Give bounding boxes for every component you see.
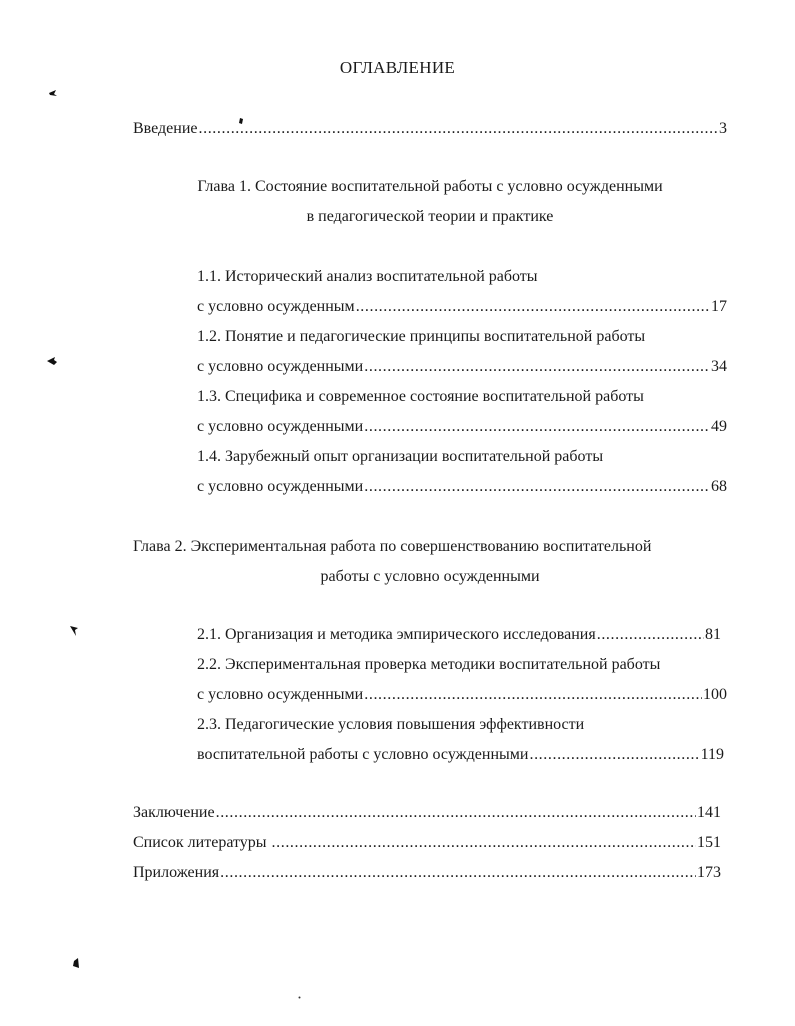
toc-entry-section-1-2[interactable]: [197, 356, 727, 378]
dot-leader: [272, 832, 696, 854]
toc-entry-section-2-2[interactable]: [197, 684, 727, 706]
chapter2-title-line2: работы с условно осужденными: [320, 568, 540, 585]
toc-entry-label: с условно осужденными: [197, 358, 364, 375]
scan-speck-icon: [46, 356, 58, 366]
toc-entry-label: Введение: [133, 120, 198, 137]
toc-entry-label: Список литературы: [133, 834, 271, 851]
toc-entry-section-1-1[interactable]: [197, 296, 727, 318]
toc-entry-page: 141: [697, 804, 721, 821]
dot-leader: [364, 684, 702, 706]
scan-speck-icon: [48, 88, 58, 98]
toc-entry-page: 68: [711, 478, 727, 495]
scan-speck-icon: [72, 958, 80, 969]
toc-entry-page: 81: [705, 626, 721, 643]
dot-leader: [356, 296, 710, 318]
section-2-2-title: 2.2. Экспериментальная проверка методики воспитательной работы: [197, 656, 661, 673]
toc-entry-label: Заключение: [133, 804, 215, 821]
toc-entry-page: 34: [711, 358, 727, 375]
chapter2-title-line1: Глава 2. Экспериментальная работа по совершенствованию воспитательной: [133, 538, 652, 555]
section-1-4-title: 1.4. Зарубежный опыт организации воспитательной работы: [197, 448, 604, 465]
dot-leader: [199, 118, 719, 140]
section-1-3-title: 1.3. Специфика и современное состояние воспитательной работы: [197, 388, 644, 405]
toc-entry-label: с условно осужденными: [197, 418, 364, 435]
toc-entry-label: с условно осужденными: [197, 686, 364, 703]
toc-entry-section-1-3[interactable]: [197, 416, 727, 438]
toc-entry-label: воспитательной работы с условно осужденными: [197, 746, 529, 763]
toc-entry-conclusion[interactable]: [133, 802, 721, 824]
toc-entry-page: 151: [697, 834, 721, 851]
section-1-1-title: 1.1. Исторический анализ воспитательной работы: [197, 268, 538, 285]
dot-leader: [597, 624, 704, 646]
chapter1-title-line2: в педагогической теории и практике: [306, 208, 554, 225]
toc-title: ОГЛАВЛЕНИЕ: [339, 58, 456, 77]
toc-entry-section-1-4[interactable]: [197, 476, 727, 498]
toc-entry-label: с условно осужденным: [197, 298, 355, 315]
section-2-3-title: 2.3. Педагогические условия повышения эффективности: [197, 716, 585, 733]
scan-speck-icon: [298, 996, 301, 999]
toc-entry-appendices[interactable]: [133, 862, 721, 884]
section-1-2-title: 1.2. Понятие и педагогические принципы воспитательной работы: [197, 328, 646, 345]
toc-entry-page: 3: [719, 120, 727, 137]
toc-entry-page: 17: [711, 298, 727, 315]
toc-entry-label: с условно осужденными: [197, 478, 364, 495]
scan-speck-icon: [238, 118, 244, 126]
toc-entry-label: Приложения: [133, 864, 220, 881]
toc-entry-page: 119: [700, 746, 724, 763]
toc-entry-section-2-1[interactable]: [197, 624, 721, 646]
dot-leader: [364, 416, 710, 438]
dot-leader: [216, 802, 696, 824]
toc-entry-page: 173: [697, 864, 721, 881]
chapter1-title-line1: Глава 1. Состояние воспитательной работы с условно осужденными: [197, 178, 663, 195]
toc-entry-intro[interactable]: [133, 118, 727, 140]
dot-leader: [364, 476, 710, 498]
dot-leader: [220, 862, 696, 884]
toc-entry-page: 49: [711, 418, 727, 435]
toc-entry-references[interactable]: [133, 832, 721, 854]
dot-leader: [364, 356, 710, 378]
scan-speck-icon: [70, 626, 79, 637]
toc-entry-label: 2.1. Организация и методика эмпирического исследования: [197, 626, 596, 643]
toc-entry-section-2-3[interactable]: [197, 744, 724, 766]
dot-leader: [529, 744, 699, 766]
toc-entry-page: 100: [703, 686, 727, 703]
